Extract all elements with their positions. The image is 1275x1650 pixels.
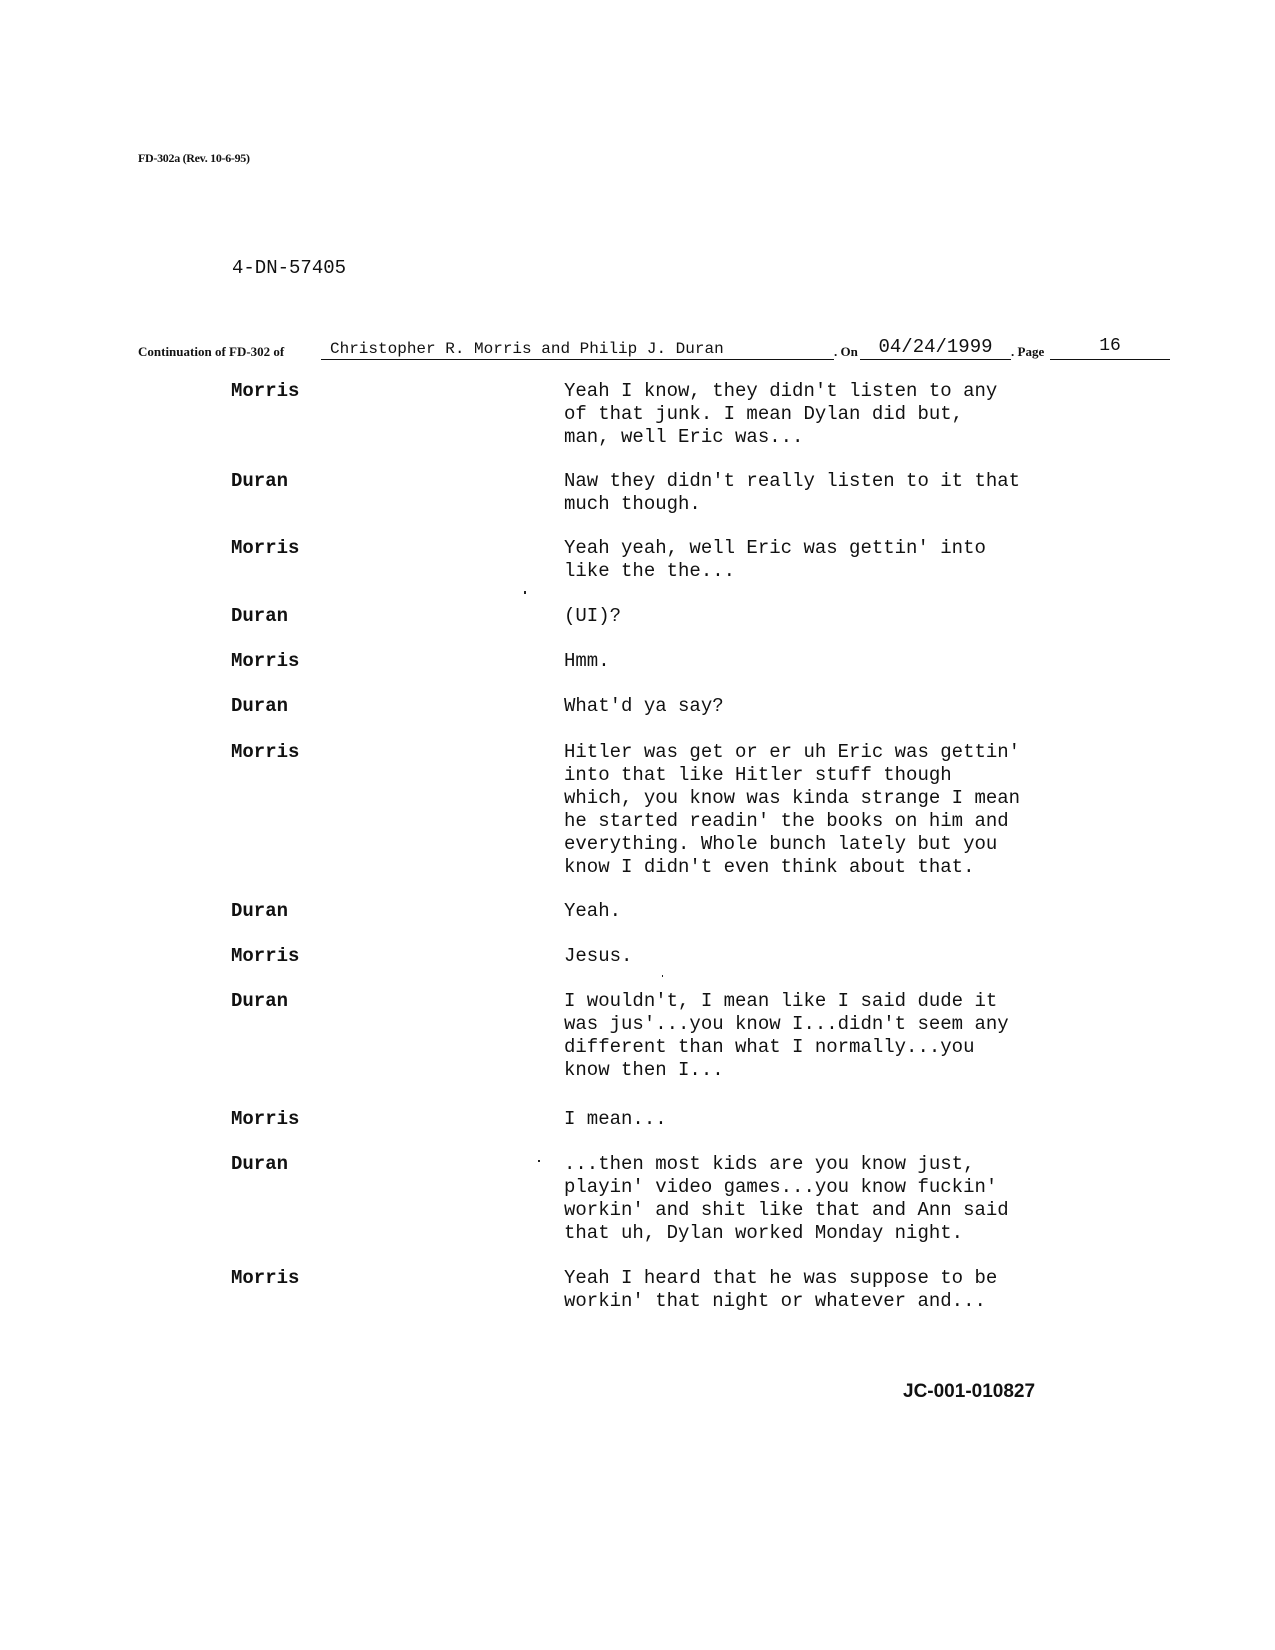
scan-speck <box>524 591 526 594</box>
utterance-text: ...then most kids are you know just, playin' video games...you know fuckin' workin' and shit like that and Ann said that uh, Dylan worked Monday night. <box>564 1153 1009 1244</box>
scan-speck <box>538 1160 540 1162</box>
utterance-text: (UI)? <box>564 605 622 627</box>
utterance-text: Yeah. <box>564 900 622 922</box>
bates-number: JC-001-010827 <box>903 1381 1036 1402</box>
speaker-label: Morris <box>231 380 300 402</box>
speaker-label: Duran <box>231 695 289 717</box>
utterance-text: Hitler was get or er uh Eric was gettin' into that like Hitler stuff though which, you know was kinda strange I mean he started readin' the books on him and everything. Whole bunch lately but you know I didn't even think about that. <box>564 741 1021 878</box>
speaker-label: Duran <box>231 605 289 627</box>
utterance-text: Yeah I know, they didn't listen to any of that junk. I mean Dylan did but, man, well Eric was... <box>564 380 998 448</box>
form-id: FD-302a (Rev. 10-6-95) <box>138 151 250 165</box>
speaker-label: Duran <box>231 470 289 492</box>
utterance-text: I wouldn't, I mean like I said dude it was jus'...you know I...didn't seem any different than what I normally...you know then I... <box>564 990 1009 1081</box>
interview-date: 04/24/1999 <box>860 336 1011 360</box>
interview-subjects: Christopher R. Morris and Philip J. Duran <box>321 340 834 360</box>
page-number: 16 <box>1050 336 1170 360</box>
date-label: . On <box>834 344 858 359</box>
speaker-label: Morris <box>231 537 300 559</box>
utterance-text: Hmm. <box>564 650 610 672</box>
speaker-label: Morris <box>231 1108 300 1130</box>
scan-speck <box>662 975 663 977</box>
speaker-label: Morris <box>231 1267 300 1289</box>
file-number: 4-DN-57405 <box>232 257 347 279</box>
speaker-label: Duran <box>231 990 289 1012</box>
utterance-text: Yeah yeah, well Eric was gettin' into like the the... <box>564 537 986 582</box>
continuation-line <box>138 336 1170 364</box>
utterance-text: I mean... <box>564 1108 667 1130</box>
page-label: . Page <box>1011 344 1045 359</box>
utterance-text: Naw they didn't really listen to it that much though. <box>564 470 1021 515</box>
speaker-label: Duran <box>231 900 289 922</box>
speaker-label: Morris <box>231 741 300 763</box>
speaker-label: Morris <box>231 650 300 672</box>
utterance-text: Yeah I heard that he was suppose to be workin' that night or whatever and... <box>564 1267 998 1312</box>
speaker-label: Morris <box>231 945 300 967</box>
speaker-label: Duran <box>231 1153 289 1175</box>
utterance-text: What'd ya say? <box>564 695 724 717</box>
utterance-text: Jesus. <box>564 945 633 967</box>
continuation-label: Continuation of FD-302 of <box>138 344 285 359</box>
